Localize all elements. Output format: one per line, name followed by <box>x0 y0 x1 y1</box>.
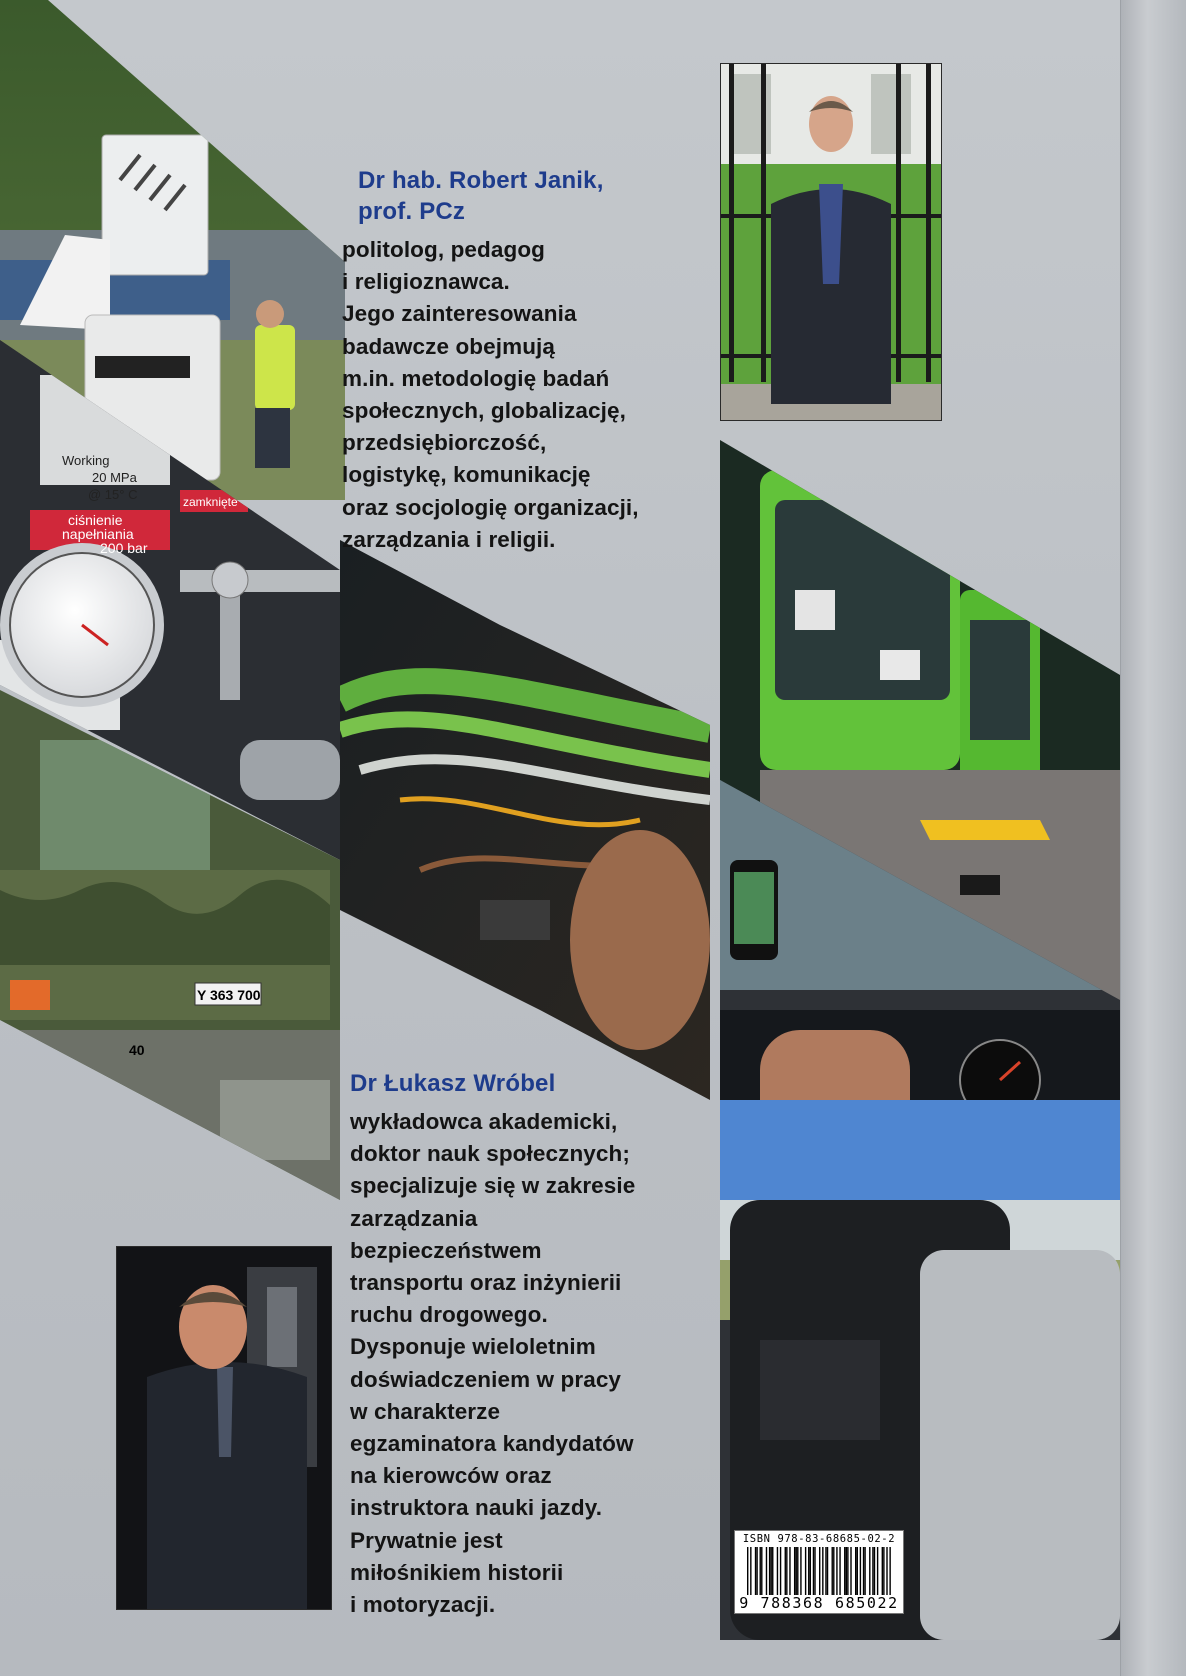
barcode-bar <box>877 1547 878 1595</box>
barcode-bar <box>770 1547 771 1595</box>
barcode-bar <box>819 1547 820 1595</box>
barcode-bar <box>750 1547 751 1595</box>
barcode-bar <box>836 1547 837 1595</box>
barcode-bar <box>872 1547 873 1595</box>
barcode-bar <box>780 1547 781 1595</box>
author2-bio: wykładowca akademicki, doktor nauk społecznych; specjalizuje się w zakresie zarządzania bezpieczeństwem transportu oraz inżynierii ruchu drogowego. Dysponuje wieloletnim doświadczeniem w pracy w charakterze egzaminatora kandydatów na kierowców oraz instruktora nauki jazdy. Prywatnie jest miłośnikiem historii i motoryzacji. <box>350 1109 636 1618</box>
barcode-bar <box>796 1547 797 1595</box>
barcode-bar <box>755 1547 756 1595</box>
truck-dashboard-photo <box>720 780 1120 1640</box>
barcode-bar <box>889 1547 890 1595</box>
barcode-bar <box>805 1547 806 1595</box>
barcode-bar <box>825 1547 826 1595</box>
author2-name <box>350 1068 555 1099</box>
barcode-bar <box>886 1547 887 1595</box>
barcode-bar <box>747 1547 748 1595</box>
fill-pressure-line1: ciśnienie <box>68 512 123 528</box>
barcode-bar <box>785 1547 786 1595</box>
author1-name-line1: Dr hab. Robert Janik, <box>358 167 604 194</box>
author1-name <box>358 165 604 227</box>
barcode-bar <box>761 1547 762 1595</box>
barcode-bar <box>800 1547 801 1595</box>
barcode-bar <box>777 1547 778 1595</box>
cover-spine-edge <box>1120 0 1186 1676</box>
barcode-bar <box>844 1547 845 1595</box>
barcode-bar <box>850 1547 851 1595</box>
barcode-bar <box>794 1547 795 1595</box>
tank-pressure-label: 20 MPa <box>92 470 137 485</box>
barcode-bar <box>813 1547 814 1595</box>
author2-name-line1: Dr Łukasz Wróbel <box>350 1070 556 1097</box>
fill-pressure-line3: 200 bar <box>100 540 148 556</box>
barcode-bar <box>814 1547 815 1595</box>
tank-working-label: Working <box>62 453 110 468</box>
barcode-bar <box>756 1547 757 1595</box>
barcode-bar <box>786 1547 787 1595</box>
barcode-bar <box>832 1547 833 1595</box>
barcode-bar <box>846 1547 847 1595</box>
isbn-digits: 9 788368 685022 <box>739 1594 899 1612</box>
barcode-bar <box>772 1547 773 1595</box>
barcode-bar <box>833 1547 834 1595</box>
author1-portrait <box>720 63 942 421</box>
fill-pressure-line2: napełniania <box>62 526 134 542</box>
barcode-bar <box>760 1547 761 1595</box>
barcode-bar <box>847 1547 848 1595</box>
barcode-bar <box>797 1547 798 1595</box>
barcode-bar <box>769 1547 770 1595</box>
barcode-bar <box>810 1547 811 1595</box>
barcode-bar <box>766 1547 767 1595</box>
author1-bio: politolog, pedagog i religioznawca. Jego zainteresowania badawcze obejmują m.in. metodologię badań społecznych, globalizację, przedsiębiorczość, logistykę, komunikację oraz socjologię organizacji, zarządzania i religii. <box>342 237 639 552</box>
barcode-bar <box>839 1547 840 1595</box>
author1-name-line2: prof. PCz <box>358 198 466 225</box>
vehicle-number: 40 <box>129 1042 145 1058</box>
closed-tag-label: zamknięte <box>183 495 238 509</box>
barcode-bar <box>863 1547 864 1595</box>
wiring-photo <box>340 540 710 1100</box>
barcode-bar <box>882 1547 883 1595</box>
barcode-bars <box>747 1547 891 1595</box>
barcode-bar <box>827 1547 828 1595</box>
barcode-bar <box>874 1547 875 1595</box>
military-truck-photo <box>0 690 340 1200</box>
author2-portrait <box>116 1246 332 1610</box>
barcode-bar <box>883 1547 884 1595</box>
license-plate: Y 363 700 <box>197 987 261 1003</box>
barcode-bar <box>864 1547 865 1595</box>
isbn-barcode <box>734 1530 904 1614</box>
barcode-bar <box>869 1547 870 1595</box>
barcode-bar <box>822 1547 823 1595</box>
tank-temp-label: @ 15° C <box>88 487 138 502</box>
barcode-bar <box>855 1547 856 1595</box>
barcode-bar <box>789 1547 790 1595</box>
barcode-bar <box>857 1547 858 1595</box>
isbn-label: ISBN 978-83-68685-02-2 <box>742 1533 896 1545</box>
barcode-bar <box>808 1547 809 1595</box>
barcode-bar <box>860 1547 861 1595</box>
